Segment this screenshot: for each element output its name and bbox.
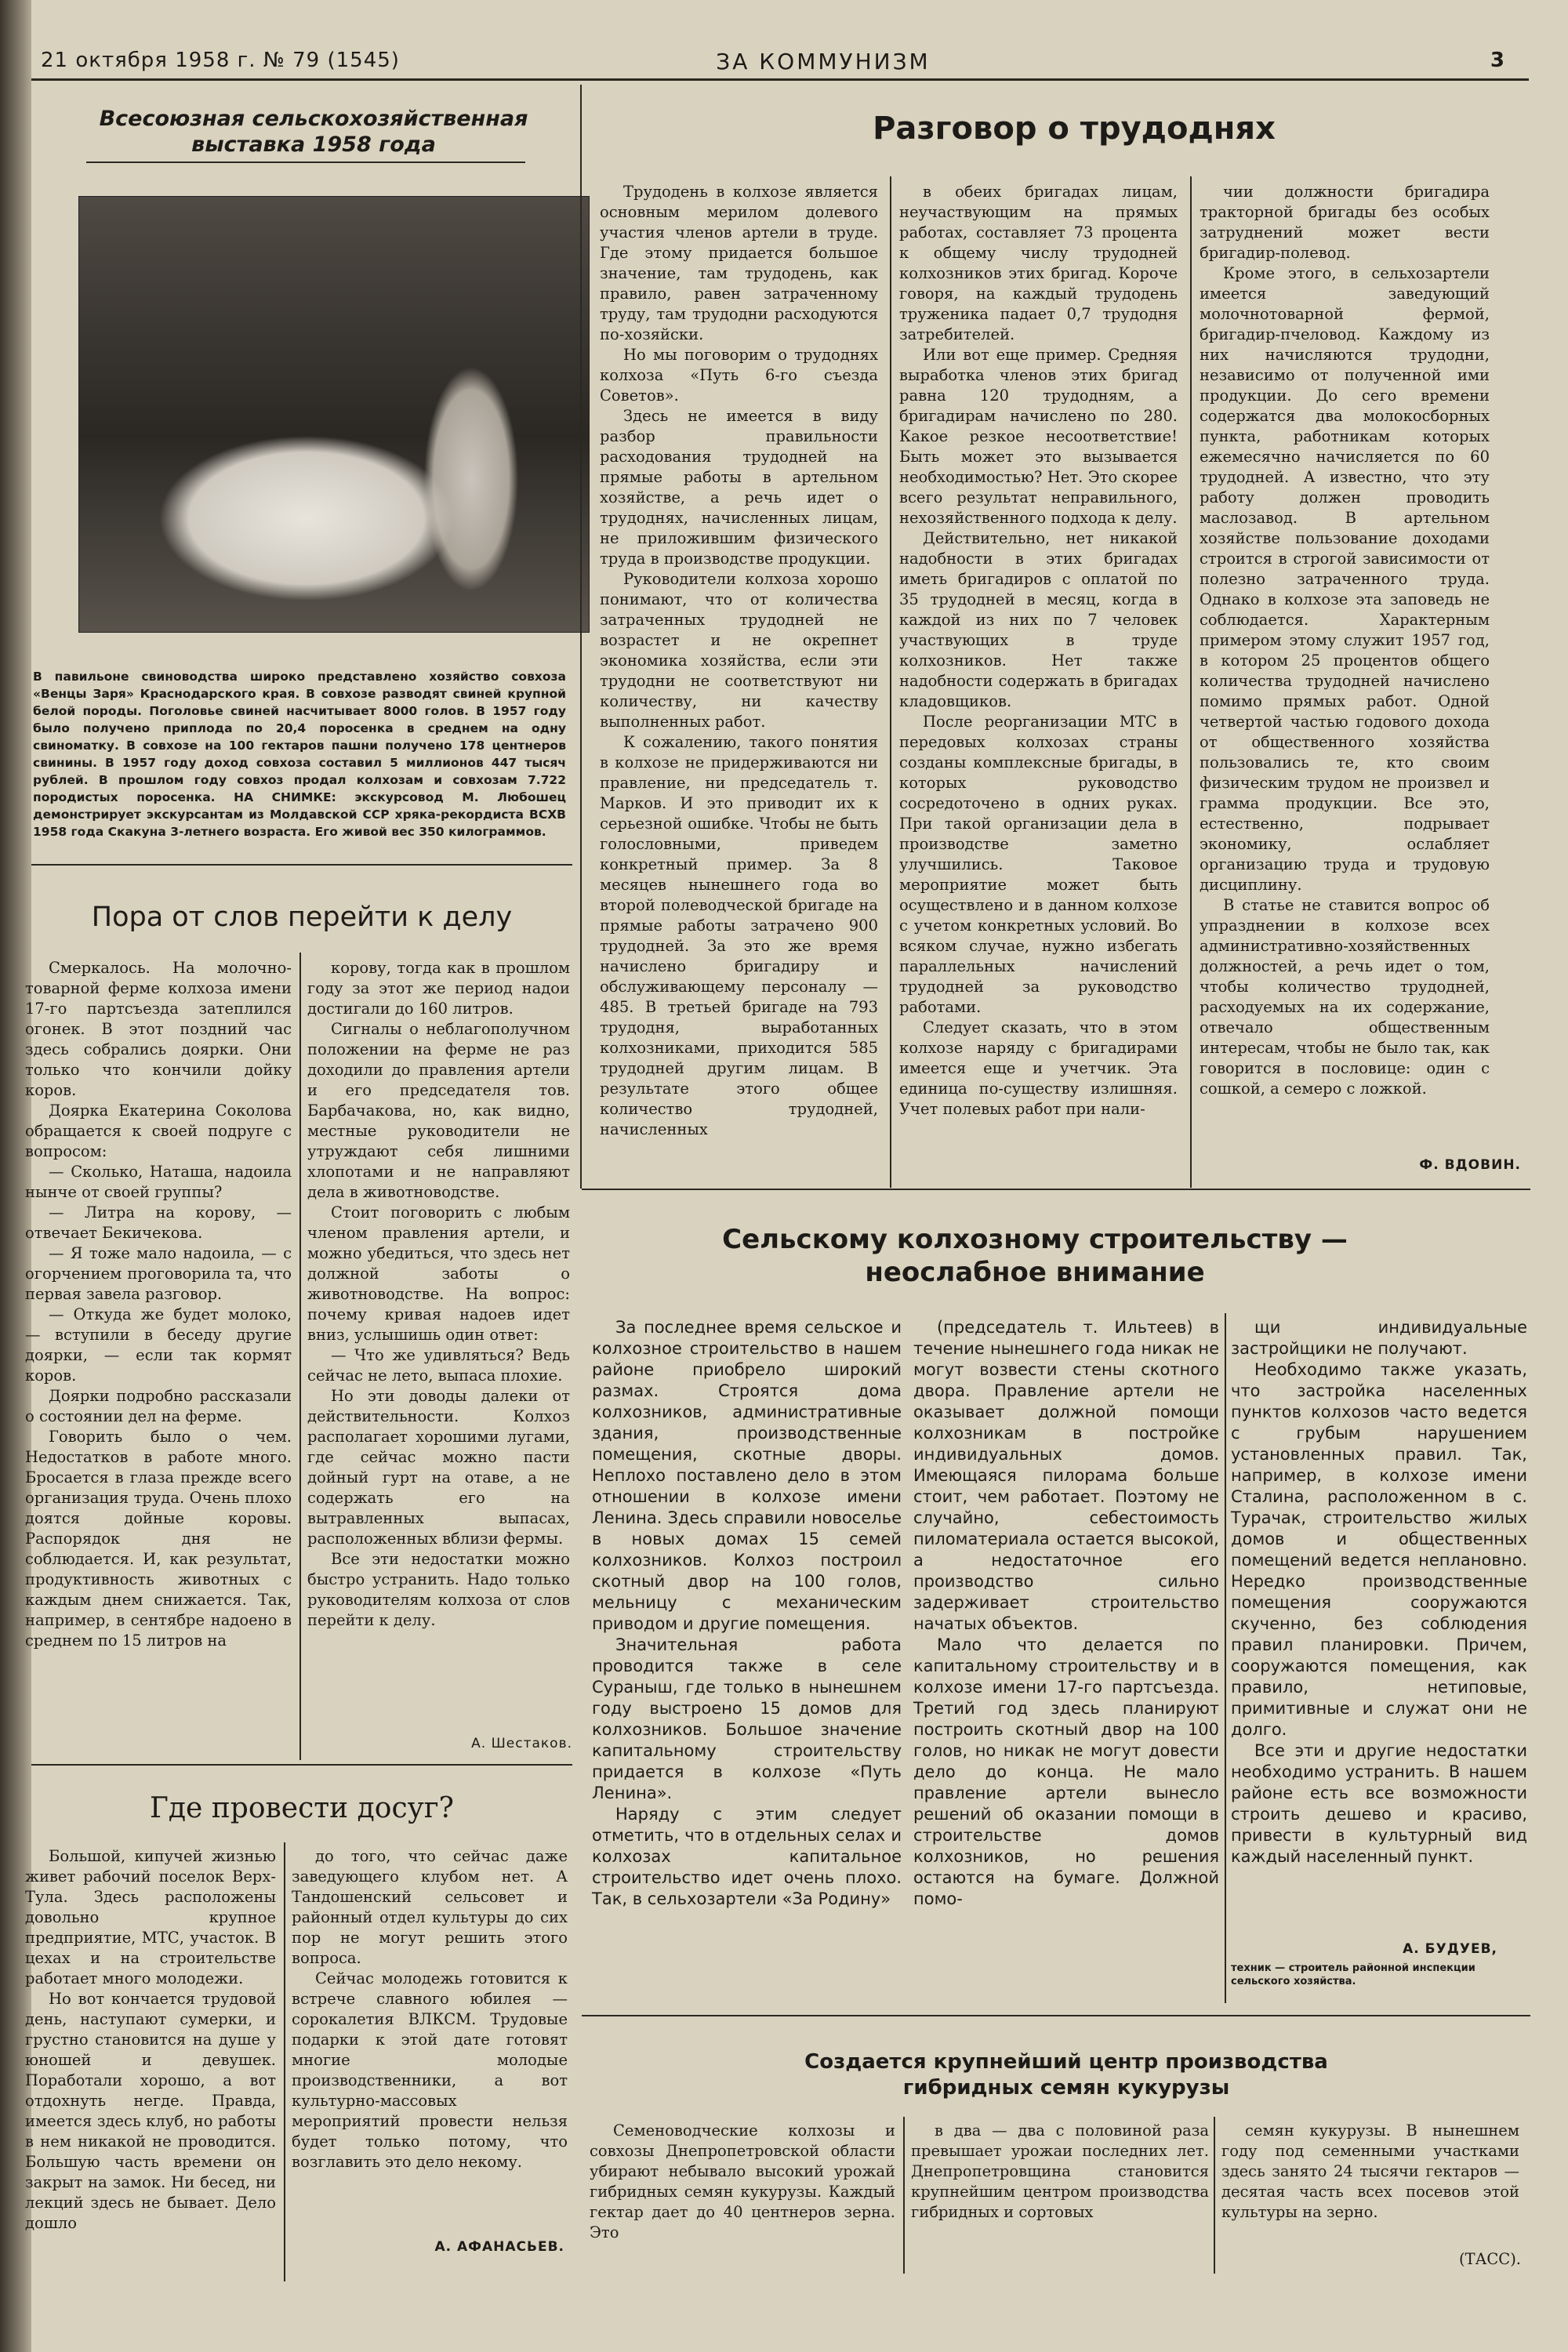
vdnh-title-rule xyxy=(86,162,525,163)
art4-signature-role: техник — строитель районной инспекции сельского хозяйства. xyxy=(1231,1962,1475,1987)
art4-divider xyxy=(1225,1313,1226,2003)
art5-title xyxy=(706,2049,1427,2101)
newspaper-page xyxy=(25,0,1568,2352)
art2-title: Пора от слов перейти к делу xyxy=(91,902,513,933)
art2-col1: Смеркалось. На молочно-товарной ферме колхоза имени 17-го партсъезда затеплился огонек. В этот поздний час здесь собрались доярки. Они только что кончили дойку коров. Доярка Екатерина Соколова обращается к своей подруге с вопросом: — Сколько, Наташа, надоила нынче от своей группы? — Литра на корову, — отвечает Бекичекова. — Я тоже мало надоила, — с огорчением проговорила та, что первая завела разговор. — Откуда же будет молоко, — вступили в беседу другие доярки, — если так кормят коров. Доярки подробно рассказали о состоянии дел на ферме. Говорить было о чем. Недостатков в работе много. Бросается в глаза прежде всего организация труда. Очень плохо доятся дойные коровы. Распорядок дня не соблюдается. И, как результат, продуктивность животных с каждым днем снижается. Так, например, в сентябре надоено в среднем по 15 литров на xyxy=(25,959,292,1650)
art1-divider-2 xyxy=(1190,176,1192,1188)
masthead-rule xyxy=(31,78,1529,81)
art4-col2: (председатель т. Ильтеев) в течение нынешнего года никак не могут возвести стены скотного двора. Правление артели не оказывает должной помощи колхозникам в постройке индивидуальных домов. Имеющаяся пилорама больше стоит, чем работает. Поэтому не случайно, себестоимость пиломатериала остается высокой, а недостаточное его производство сильно задерживает строительство начатых объектов. Мало что делается по капитальному строительству и в колхозе имени 17-го партсъезда. Третий год здесь планируют построить скотный двор на 100 голов, но никак не могут довести дело до конца. Не мало правление артели вынесло решений об оказании помощи в строительстве домов колхозников, но решения остаются на бумаге. Должной помо- xyxy=(913,1318,1219,1908)
page-number: 3 xyxy=(1490,49,1505,72)
art5-divider-1 xyxy=(903,2117,905,2274)
art5-col1: Семеноводческие колхозы и совхозы Днепропетровской области убирают небывало высокий урожай гибридных семян кукурузы. Каждый гектар дает до 40 центнеров зерна. Это xyxy=(590,2122,895,2241)
art1-bottom-rule xyxy=(582,1189,1530,1190)
vdnh-title-line1: Всесоюзная сельскохозяйственная xyxy=(99,107,528,131)
art5-col2: в два — два с половиной раза превышает урожаи последних лет. Днепропетровщина становится крупнейшим центром производства гибридных и сортовых xyxy=(911,2122,1209,2221)
art5-col3: семян кукурузы. В нынешнем году под семенными участками здесь занято 24 тысячи гектаров — десятая часть всех посевов этой культуры на зерно. xyxy=(1221,2122,1519,2221)
vdnh-title xyxy=(63,106,564,158)
art5-divider-2 xyxy=(1214,2117,1215,2274)
art2-signature: А. Шестаков. xyxy=(471,1736,572,1751)
art1-col3: чии должности бригадира тракторной бригады без особых затруднений может вести бригадир-полевод. Кроме этого, в сельхозартели имеется заведующий молочнотоварной фермой, бригадир-пчеловод. Каждому из них начисляются трудодни, независимо от полученной ими продукции. До сего времени содержатся два молокосборных пункта, работникам которых ежемесячно начисляется по 60 трудодней. А известно, что эту работу должен проводить маслозавод. В артельном хозяйстве пользование доходами строится в строгой зависимости от полезно затраченного труда. Однако в колхозе эта заповедь не соблюдается. Характерным примером этому служит 1957 год, в котором 25 процентов общего количества трудодней начислено помимо прямых работ. Одной четвертой частью годового дохода от общественного хозяйства пользовались те, кто своим физическим трудом не произвел и грамма продукции. Все это, естественно, подрывает экономику, ослабляет организацию труда и трудовую дисциплину. В статье не ставится вопрос об упразднении в колхозе всех административно-хозяйственных должностей, а речь идет о том, чтобы количество трудодней, расходуемых на их содержание, отвечало общественным интересам, чтобы не было так, как говорится в пословице: один с сошкой, а семеро с ложкой. xyxy=(1200,183,1490,1098)
photo-caption: В павильоне свиноводства широко представлено хозяйство совхоза «Венцы Заря» Краснодарского края. В совхозе разводят свиней крупной белой породы. Поголовье свиней насчитывает 8000 голов. В 1957 году было получено приплода по 20,4 поросенка в среднем на одну свиноматку. В совхозе на 100 гектаров пашни получено 178 центнеров свинины. В 1957 году доход совхоза составил 5 миллионов 447 тысяч рублей. В прошлом году совхоз продал колхозам и совхозам 7.722 породистых поросенка. НА СНИМКЕ: экскурсовод М. Любошец демонстрирует экскурсантам из Молдавской ССР хряка-рекордиста ВСХВ 1958 года Скакуна 3-летнего возраста. Его живой вес 350 килограммов. xyxy=(33,670,566,839)
art4-col1: За последнее время сельское и колхозное строительство в нашем районе приобрело широкий размах. Строятся дома колхозников, административные здания, производственные помещения, скотные дворы. Неплохо поставлено дело в этом отношении в колхозе имени Ленина. Здесь справили новоселье в новых домах 15 семей колхозников. Колхоз построил скотный двор на 100 голов, мельницу с механическим приводом и другие помещения. Значительная работа проводится также в селе Сураныш, где только в нынешнем году выстроено 15 домов для колхозников. Большое значение капитальному строительству придается в колхозе «Путь Ленина». Наряду с этим следует отметить, что в отдельных селах и колхозах капитальное строительство идет очень плохо. Так, в сельхозартели «За Родину» xyxy=(592,1318,902,1908)
art3-signature: А. АФАНАСЬЕВ. xyxy=(434,2239,564,2255)
art3-title: Где провести досуг? xyxy=(150,1792,454,1824)
issue-date: 21 октября 1958 г. № 79 (1545) xyxy=(41,49,400,72)
art4-title-line2: неослабное внимание xyxy=(865,1257,1205,1288)
left-column-divider xyxy=(580,85,582,1189)
vdnh-title-line2: выставка 1958 года xyxy=(191,132,436,157)
art2-bottom-rule xyxy=(31,1764,572,1766)
art5-title-line2: гибридных семян кукурузы xyxy=(902,2076,1230,2100)
art1-signature: Ф. ВДОВИН. xyxy=(1419,1157,1521,1173)
exhibition-photo xyxy=(78,196,590,633)
art5-title-line1: Создается крупнейший центр производства xyxy=(804,2050,1328,2074)
art5-source: (ТАСС). xyxy=(1458,2250,1521,2268)
art3-divider xyxy=(284,1842,285,2281)
art1-title: Разговор о трудоднях xyxy=(873,111,1276,147)
art2-divider xyxy=(299,953,301,1760)
newspaper-name: ЗА КОММУНИЗМ xyxy=(716,49,931,74)
art1-col2: в обеих бригадах лицам, неучаствующим на прямых работах, составляет 73 процента к общему числу трудодней колхозников этих бригад. Короче говоря, на каждый трудодень труженика падает 0,7 трудодня затребителей. Или вот еще пример. Средняя выработка членов этих бригад равна 120 трудодням, а бригадирам начислено по 280. Какое резкое несоответствие! Быть может это вызывается необходимостью? Нет. Это скорее всего результат неправильного, нехозяйственного подхода к делу. Действительно, нет никакой надобности в этих бригадах иметь бригадиров с оплатой по 35 трудодней в месяц, когда в каждой из них по 7 человек участвующих в труде колхозников. Нет также надобности содержать в бригадах кладовщиков. После реорганизации МТС в передовых колхозах страны созданы комплексные бригады, в которых руководство сосредоточено в одних руках. При такой организации дела в производстве заметно улучшились. Таковое мероприятие может быть осуществлено и в данном колхозе с учетом конкретных условий. Во всяком случае, нужно избегать параллельных начислений трудодней за руководство работами. Следует сказать, что в этом колхозе наряду с бригадирами имеется еще и учетчик. Эта единица по-существу излишняя. Учет полевых работ при нали- xyxy=(899,183,1178,1118)
vdnh-bottom-rule xyxy=(31,864,572,866)
art4-title xyxy=(604,1223,1466,1289)
art4-signature: А. БУДУЕВ, xyxy=(1403,1941,1497,1957)
art2-col2: корову, тогда как в прошлом году за этот же период надои достигали до 160 литров. Сигналы о неблагополучном положении на ферме не раз доходили до правления артели и его председателя тов. Барбачакова, но, как видно, местные руководители не утруждают себя лишними хлопотами и не направляют дела в животноводстве. Стоит поговорить с любым членом правления артели, и можно убедиться, что здесь нет должной заботы о животноводстве. На вопрос: почему кривая надоев идет вниз, услышишь один ответ: — Что же удивляться? Ведь сейчас не лето, выпаса плохие. Но эти доводы далеки от действительности. Колхоз располагает хорошими лугами, где сейчас можно пасти дойный гурт на отаве, а не содержать его на вытравленных выпасах, расположенных вблизи фермы. Все эти недостатки можно быстро устранить. Надо только руководителям колхоза от слов перейти к делу. xyxy=(307,959,570,1629)
art3-col1: Большой, кипучей жизнью живет рабочий поселок Верх-Тула. Здесь расположены довольно крупное предприятие, МТС, участок. В цехах и на строительстве работает много молодежи. Но вот кончается трудовой день, наступают сумерки, и грустно становится на душе у юношей и девушек. Поработали хорошо, а вот отдохнуть негде. Правда, имеется здесь клуб, но работы в нем никакой не проводится. Большую часть времени он закрыт на замок. Ни бесед, ни лекций здесь не бывает. Дело дошло xyxy=(25,1847,276,2232)
art1-divider-1 xyxy=(890,176,891,1188)
art4-bottom-rule xyxy=(582,2015,1530,2016)
art1-col1: Трудодень в колхозе является основным мерилом долевого участия членов артели в труде. Где этому придается большое значение, там трудодень, как правило, равен затраченному труду, там трудодни расходуются по-хозяйски. Но мы поговорим о трудоднях колхоза «Путь 6-го съезда Советов». Здесь не имеется в виду разбор правильности расходования трудодней на прямые работы в артельном хозяйстве, а речь идет о трудоднях, начисленных лицам, не приложившим физического труда в производстве продукции. Руководители колхоза хорошо понимают, что от количества затраченных трудодней не возрастет и не окрепнет экономика хозяйства, если эти трудодни не соответствуют ни количеству, ни качеству выполненных работ. К сожалению, такого понятия в колхозе не придерживаются ни правление, ни председатель т. Марков. И это приводит их к серьезной ошибке. Чтобы не быть голословными, приведем конкретный пример. За 8 месяцев нынешнего года во второй полеводческой бригаде на прямые работы затрачено 900 трудодней. За это же время начислено бригадиру и обслуживающему персоналу — 485. В третьей бригаде на 793 трудодня, выработанных колхозниками, приходится 585 трудодней другим лицам. В результате этого общее количество трудодней, начисленных xyxy=(600,183,878,1138)
art3-col2: до того, что сейчас даже заведующего клубом нет. А Тандошенский сельсовет и районный отдел культуры до сих пор не могут решить этого вопроса. Сейчас молодежь готовится к встрече славного юбилея — сорокалетия ВЛКСМ. Трудовые подарки к этой дате готовят многие молодые производственники, а вот культурно-массовых мероприятий провести нельзя будет только потому, что возглавить это дело некому. xyxy=(292,1847,568,2171)
art4-col3: щи индивидуальные застройщики не получают. Необходимо также указать, что застройка населенных пунктов колхозов часто ведется с грубым нарушением установленных правил. Так, например, в колхозе имени Сталина, расположенном в с. Турачак, строительство жилых домов и общественных помещений ведется неплановно. Нередко производственные помещения сооружаются скученно, без соблюдения правил планировки. Причем, сооружаются помещения, как правило, нетиповые, примитивные и служат они не долго. Все эти и другие недостатки необходимо устранить. В нашем районе есть все возможности строить дешево и красиво, привести в культурный вид каждый населенный пункт. xyxy=(1231,1318,1527,1866)
art4-title-line1: Сельскому колхозному строительству — xyxy=(722,1224,1348,1255)
